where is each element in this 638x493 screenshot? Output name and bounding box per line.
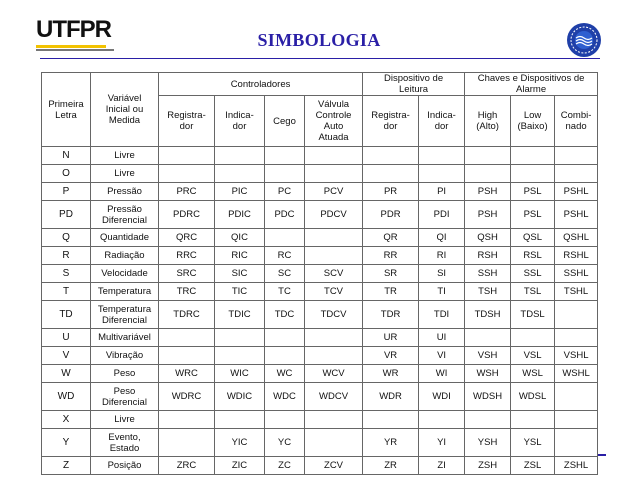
table-row <box>42 147 598 165</box>
symbol-cell: TCV <box>305 283 363 301</box>
variable-cell: Peso <box>91 365 159 383</box>
symbol-cell <box>215 347 265 365</box>
symbol-cell: ZSH <box>465 457 511 475</box>
header-controllers: Controladores <box>159 73 363 96</box>
table-row <box>42 183 598 201</box>
symbol-cell <box>265 165 305 183</box>
symbol-cell <box>159 347 215 365</box>
symbol-cell: PSL <box>511 183 555 201</box>
symbol-cell <box>511 411 555 429</box>
first-letter-cell: X <box>42 411 91 429</box>
symbol-cell: WSH <box>465 365 511 383</box>
symbol-cell: TSH <box>465 283 511 301</box>
subheader-read-indicator: Indica- dor <box>419 96 465 147</box>
symbol-cell: RIC <box>215 247 265 265</box>
symbol-cell: TSL <box>511 283 555 301</box>
symbol-cell: RR <box>363 247 419 265</box>
symbol-cell <box>465 411 511 429</box>
variable-cell: Pressão Diferencial <box>91 201 159 229</box>
variable-cell: Peso Diferencial <box>91 383 159 411</box>
symbol-cell <box>419 165 465 183</box>
symbol-cell: YC <box>265 429 305 457</box>
symbol-cell: VSL <box>511 347 555 365</box>
symbol-cell: PSH <box>465 183 511 201</box>
symbol-cell: TDSH <box>465 301 511 329</box>
subheader-ctrl-recorder: Registra- dor <box>159 96 215 147</box>
symbol-cell <box>305 229 363 247</box>
symbol-cell: UR <box>363 329 419 347</box>
symbol-cell: SRC <box>159 265 215 283</box>
symbol-cell: PDCV <box>305 201 363 229</box>
table-row <box>42 429 598 457</box>
symbol-cell: SSH <box>465 265 511 283</box>
symbol-cell <box>465 329 511 347</box>
table-row <box>42 265 598 283</box>
symbol-cell: QSH <box>465 229 511 247</box>
symbol-cell: ZSHL <box>555 457 598 475</box>
variable-cell: Livre <box>91 147 159 165</box>
symbol-cell <box>511 165 555 183</box>
symbol-cell <box>511 147 555 165</box>
symbol-cell <box>363 147 419 165</box>
symbol-cell: TDRC <box>159 301 215 329</box>
symbol-cell <box>465 165 511 183</box>
symbol-cell: UI <box>419 329 465 347</box>
symbol-cell: PCV <box>305 183 363 201</box>
table-row <box>42 383 598 411</box>
first-letter-cell: W <box>42 365 91 383</box>
symbol-cell: PR <box>363 183 419 201</box>
symbol-cell: SI <box>419 265 465 283</box>
symbol-cell: ZSL <box>511 457 555 475</box>
symbol-cell <box>555 411 598 429</box>
symbol-cell <box>419 147 465 165</box>
table-row <box>42 247 598 265</box>
symbol-cell <box>159 165 215 183</box>
subheader-alarm-high: High (Alto) <box>465 96 511 147</box>
symbol-cell <box>159 147 215 165</box>
header-variable: Variável Inicial ou Medida <box>91 73 159 147</box>
header-first-letter: Primeira Letra <box>42 73 91 147</box>
symbol-cell: WIC <box>215 365 265 383</box>
variable-cell: Evento, Estado <box>91 429 159 457</box>
variable-cell: Livre <box>91 411 159 429</box>
table-row <box>42 365 598 383</box>
symbol-cell: WR <box>363 365 419 383</box>
symbol-cell: ZCV <box>305 457 363 475</box>
symbol-cell <box>305 329 363 347</box>
first-letter-cell: Z <box>42 457 91 475</box>
symbol-cell: WCV <box>305 365 363 383</box>
symbol-cell: YSL <box>511 429 555 457</box>
symbol-cell: TIC <box>215 283 265 301</box>
symbol-cell <box>265 411 305 429</box>
table-body <box>42 147 598 475</box>
symbol-cell: TC <box>265 283 305 301</box>
symbol-cell <box>305 429 363 457</box>
symbol-cell: RC <box>265 247 305 265</box>
table-row <box>42 457 598 475</box>
symbol-cell <box>555 301 598 329</box>
symbol-cell: TDSL <box>511 301 555 329</box>
symbol-cell: TSHL <box>555 283 598 301</box>
first-letter-cell: V <box>42 347 91 365</box>
symbol-cell: PSHL <box>555 183 598 201</box>
symbol-cell <box>215 411 265 429</box>
symbol-cell: ZR <box>363 457 419 475</box>
subheader-alarm-combined: Combi- nado <box>555 96 598 147</box>
variable-cell: Multivariável <box>91 329 159 347</box>
first-letter-cell: TD <box>42 301 91 329</box>
variable-cell: Livre <box>91 165 159 183</box>
symbol-cell <box>555 329 598 347</box>
symbol-cell: QIC <box>215 229 265 247</box>
symbol-cell: RSL <box>511 247 555 265</box>
symbol-cell <box>159 329 215 347</box>
symbol-cell: RRC <box>159 247 215 265</box>
first-letter-cell: P <box>42 183 91 201</box>
header-divider <box>40 58 600 59</box>
first-letter-cell: N <box>42 147 91 165</box>
variable-cell: Temperatura <box>91 283 159 301</box>
symbol-cell <box>305 347 363 365</box>
subheader-ctrl-valve: Válvula Controle Auto Atuada <box>305 96 363 147</box>
symbol-cell: TDI <box>419 301 465 329</box>
table-row <box>42 283 598 301</box>
symbol-cell: PDRC <box>159 201 215 229</box>
table-row <box>42 201 598 229</box>
symbol-cell: TDC <box>265 301 305 329</box>
table-row <box>42 229 598 247</box>
table-row <box>42 347 598 365</box>
symbol-cell <box>159 411 215 429</box>
symbol-cell: RSH <box>465 247 511 265</box>
symbol-cell: PSH <box>465 201 511 229</box>
variable-cell: Radiação <box>91 247 159 265</box>
symbol-cell: WDSH <box>465 383 511 411</box>
header-alarm-switches: Chaves e Dispositivos de Alarme <box>465 73 598 96</box>
first-letter-cell: O <box>42 165 91 183</box>
utfpr-logo-text: UTFPR <box>36 16 111 43</box>
variable-cell: Posição <box>91 457 159 475</box>
symbol-cell <box>465 147 511 165</box>
symbol-cell: VSH <box>465 347 511 365</box>
table-row <box>42 411 598 429</box>
symbol-cell <box>305 147 363 165</box>
symbol-cell: WDC <box>265 383 305 411</box>
symbol-cell: WDR <box>363 383 419 411</box>
first-letter-cell: T <box>42 283 91 301</box>
first-letter-cell: S <box>42 265 91 283</box>
symbol-cell: ZC <box>265 457 305 475</box>
first-letter-cell: Y <box>42 429 91 457</box>
symbol-cell: WSHL <box>555 365 598 383</box>
symbol-cell: TRC <box>159 283 215 301</box>
symbol-cell: QRC <box>159 229 215 247</box>
symbol-cell: WDI <box>419 383 465 411</box>
symbol-cell <box>305 247 363 265</box>
subheader-ctrl-blind: Cego <box>265 96 305 147</box>
symbol-cell: WDIC <box>215 383 265 411</box>
first-letter-cell: WD <box>42 383 91 411</box>
symbol-cell: PI <box>419 183 465 201</box>
footer-tick-mark <box>598 454 606 456</box>
symbol-cell: WI <box>419 365 465 383</box>
symbol-cell: ZRC <box>159 457 215 475</box>
variable-cell: Pressão <box>91 183 159 201</box>
symbol-cell <box>159 429 215 457</box>
symbol-cell: WDSL <box>511 383 555 411</box>
symbol-cell: RSHL <box>555 247 598 265</box>
symbol-cell: TI <box>419 283 465 301</box>
table-row <box>42 329 598 347</box>
symbol-cell: SSL <box>511 265 555 283</box>
symbol-cell <box>555 429 598 457</box>
table-row <box>42 165 598 183</box>
symbol-cell <box>555 165 598 183</box>
symbol-cell: SSHL <box>555 265 598 283</box>
header-reading-device: Dispositivo de Leitura <box>363 73 465 96</box>
symbol-cell: VI <box>419 347 465 365</box>
symbol-cell: PDC <box>265 201 305 229</box>
symbol-cell <box>511 329 555 347</box>
symbol-cell <box>215 329 265 347</box>
symbol-cell <box>305 165 363 183</box>
symbol-cell <box>363 165 419 183</box>
symbol-cell: QSHL <box>555 229 598 247</box>
symbol-cell: TR <box>363 283 419 301</box>
symbol-cell <box>419 411 465 429</box>
symbol-cell: VR <box>363 347 419 365</box>
symbol-cell: QR <box>363 229 419 247</box>
subheader-alarm-low: Low (Baixo) <box>511 96 555 147</box>
symbol-cell <box>215 165 265 183</box>
symbol-cell: VSHL <box>555 347 598 365</box>
symbol-cell: PC <box>265 183 305 201</box>
symbol-cell: WDRC <box>159 383 215 411</box>
first-letter-cell: Q <box>42 229 91 247</box>
symbol-cell: YSH <box>465 429 511 457</box>
symbol-cell: YR <box>363 429 419 457</box>
variable-cell: Temperatura Diferencial <box>91 301 159 329</box>
symbol-cell: SR <box>363 265 419 283</box>
symbol-cell: PSL <box>511 201 555 229</box>
symbol-cell: RI <box>419 247 465 265</box>
symbol-cell <box>265 147 305 165</box>
symbol-cell: ZIC <box>215 457 265 475</box>
university-seal-icon <box>566 22 602 58</box>
symbol-cell: QSL <box>511 229 555 247</box>
symbol-cell: PDIC <box>215 201 265 229</box>
symbol-cell: PRC <box>159 183 215 201</box>
first-letter-cell: PD <box>42 201 91 229</box>
symbol-cell: WSL <box>511 365 555 383</box>
variable-cell: Vibração <box>91 347 159 365</box>
symbol-cell <box>265 229 305 247</box>
symbol-cell: ZI <box>419 457 465 475</box>
symbol-cell <box>265 329 305 347</box>
symbol-cell <box>555 147 598 165</box>
symbol-cell: TDCV <box>305 301 363 329</box>
symbology-table <box>41 72 598 475</box>
symbol-cell <box>305 411 363 429</box>
symbol-cell: WC <box>265 365 305 383</box>
symbol-cell <box>265 347 305 365</box>
variable-cell: Quantidade <box>91 229 159 247</box>
symbol-cell: YI <box>419 429 465 457</box>
symbol-cell: PSHL <box>555 201 598 229</box>
symbol-cell: SC <box>265 265 305 283</box>
symbol-cell: PDI <box>419 201 465 229</box>
first-letter-cell: R <box>42 247 91 265</box>
symbol-cell: TDIC <box>215 301 265 329</box>
symbol-cell: PDR <box>363 201 419 229</box>
symbol-cell: TDR <box>363 301 419 329</box>
symbol-cell: WDCV <box>305 383 363 411</box>
symbol-cell: WRC <box>159 365 215 383</box>
table-row <box>42 301 598 329</box>
symbol-cell <box>555 383 598 411</box>
first-letter-cell: U <box>42 329 91 347</box>
subheader-read-recorder: Registra- dor <box>363 96 419 147</box>
symbol-cell <box>363 411 419 429</box>
page-title: SIMBOLOGIA <box>257 30 381 50</box>
symbol-cell: YIC <box>215 429 265 457</box>
symbol-cell: SIC <box>215 265 265 283</box>
variable-cell: Velocidade <box>91 265 159 283</box>
symbol-cell <box>215 147 265 165</box>
symbol-cell: SCV <box>305 265 363 283</box>
symbol-cell: PIC <box>215 183 265 201</box>
table-header-row-1 <box>42 73 598 96</box>
symbol-cell: QI <box>419 229 465 247</box>
subheader-ctrl-indicator: Indica- dor <box>215 96 265 147</box>
